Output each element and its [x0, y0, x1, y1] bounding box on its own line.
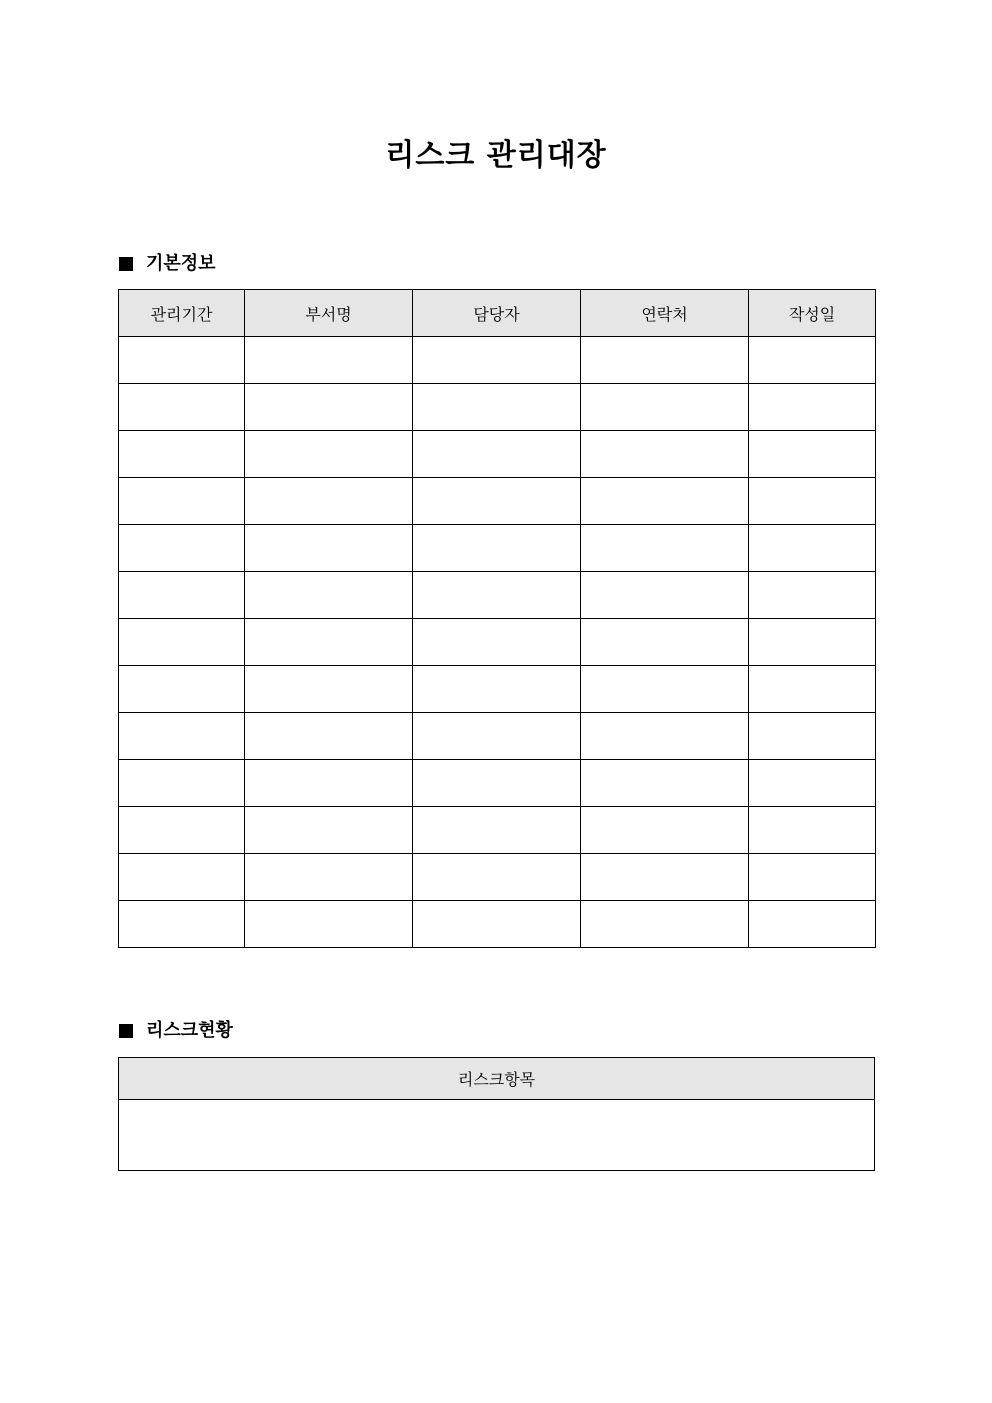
department-cell[interactable] [245, 478, 413, 525]
table-row [119, 807, 876, 854]
contact-cell[interactable] [581, 619, 749, 666]
table-header-row [119, 1058, 875, 1100]
column-header-risk-item: 리스크항목 [119, 1058, 875, 1100]
date-cell[interactable] [749, 572, 876, 619]
period-cell[interactable] [119, 525, 245, 572]
department-cell[interactable] [245, 572, 413, 619]
risk-item-cell[interactable] [119, 1100, 875, 1171]
contact-cell[interactable] [581, 572, 749, 619]
period-cell[interactable] [119, 478, 245, 525]
table-row [119, 760, 876, 807]
manager-cell[interactable] [413, 572, 581, 619]
manager-cell[interactable] [413, 854, 581, 901]
period-cell[interactable] [119, 807, 245, 854]
date-cell[interactable] [749, 619, 876, 666]
column-header-contact: 연락처 [581, 290, 749, 337]
period-cell[interactable] [119, 760, 245, 807]
department-cell[interactable] [245, 666, 413, 713]
table-row [119, 1100, 875, 1171]
black-square-icon [119, 257, 133, 271]
manager-cell[interactable] [413, 713, 581, 760]
department-cell[interactable] [245, 760, 413, 807]
table-row [119, 619, 876, 666]
table-row [119, 431, 876, 478]
contact-cell[interactable] [581, 525, 749, 572]
risk-status-table [118, 1057, 875, 1171]
contact-cell[interactable] [581, 431, 749, 478]
section-heading-basic-info [119, 251, 216, 277]
department-cell[interactable] [245, 431, 413, 478]
period-cell[interactable] [119, 713, 245, 760]
department-cell[interactable] [245, 713, 413, 760]
manager-cell[interactable] [413, 807, 581, 854]
manager-cell[interactable] [413, 901, 581, 948]
table-row [119, 337, 876, 384]
date-cell[interactable] [749, 337, 876, 384]
basic-info-table-body [119, 337, 876, 948]
period-cell[interactable] [119, 572, 245, 619]
department-cell[interactable] [245, 854, 413, 901]
contact-cell[interactable] [581, 854, 749, 901]
table-row [119, 713, 876, 760]
period-cell[interactable] [119, 384, 245, 431]
manager-cell[interactable] [413, 525, 581, 572]
manager-cell[interactable] [413, 619, 581, 666]
column-header-period: 관리기간 [119, 290, 245, 337]
date-cell[interactable] [749, 901, 876, 948]
black-square-icon [119, 1024, 133, 1038]
period-cell[interactable] [119, 901, 245, 948]
section-heading-label: 기본정보 [146, 253, 216, 274]
document-title: 리스크 관리대장 [385, 138, 607, 173]
table-header-row [119, 290, 876, 337]
table-row [119, 525, 876, 572]
date-cell[interactable] [749, 384, 876, 431]
period-cell[interactable] [119, 431, 245, 478]
contact-cell[interactable] [581, 713, 749, 760]
period-cell[interactable] [119, 337, 245, 384]
basic-info-table [118, 289, 876, 948]
manager-cell[interactable] [413, 666, 581, 713]
date-cell[interactable] [749, 760, 876, 807]
table-row [119, 478, 876, 525]
contact-cell[interactable] [581, 760, 749, 807]
table-row [119, 854, 876, 901]
table-row [119, 666, 876, 713]
section-heading-label: 리스크현황 [146, 1020, 233, 1041]
contact-cell[interactable] [581, 384, 749, 431]
department-cell[interactable] [245, 807, 413, 854]
table-row [119, 384, 876, 431]
date-cell[interactable] [749, 666, 876, 713]
manager-cell[interactable] [413, 760, 581, 807]
contact-cell[interactable] [581, 337, 749, 384]
department-cell[interactable] [245, 384, 413, 431]
column-header-date: 작성일 [749, 290, 876, 337]
period-cell[interactable] [119, 854, 245, 901]
department-cell[interactable] [245, 337, 413, 384]
contact-cell[interactable] [581, 478, 749, 525]
period-cell[interactable] [119, 666, 245, 713]
contact-cell[interactable] [581, 807, 749, 854]
column-header-department: 부서명 [245, 290, 413, 337]
date-cell[interactable] [749, 807, 876, 854]
manager-cell[interactable] [413, 384, 581, 431]
contact-cell[interactable] [581, 666, 749, 713]
date-cell[interactable] [749, 713, 876, 760]
manager-cell[interactable] [413, 431, 581, 478]
department-cell[interactable] [245, 525, 413, 572]
period-cell[interactable] [119, 619, 245, 666]
section-heading-risk-status [119, 1018, 233, 1044]
department-cell[interactable] [245, 901, 413, 948]
date-cell[interactable] [749, 431, 876, 478]
department-cell[interactable] [245, 619, 413, 666]
table-row [119, 901, 876, 948]
column-header-manager: 담당자 [413, 290, 581, 337]
contact-cell[interactable] [581, 901, 749, 948]
date-cell[interactable] [749, 478, 876, 525]
date-cell[interactable] [749, 525, 876, 572]
manager-cell[interactable] [413, 337, 581, 384]
manager-cell[interactable] [413, 478, 581, 525]
date-cell[interactable] [749, 854, 876, 901]
table-row [119, 572, 876, 619]
